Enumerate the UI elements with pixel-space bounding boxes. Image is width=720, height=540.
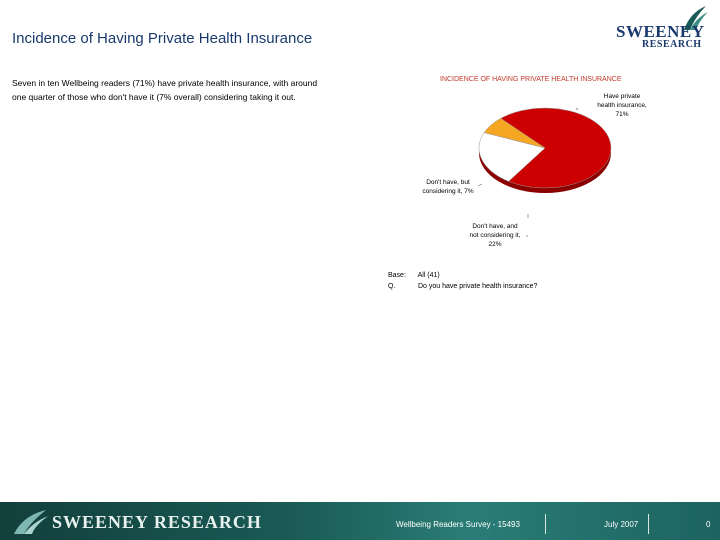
- question-row: [388, 281, 537, 292]
- footer-date: July 2007: [604, 520, 639, 529]
- footer-swoosh-icon: [10, 508, 50, 536]
- summary-line-2: one quarter of those who don't have it (7% overall) considering taking it out.: [12, 92, 296, 102]
- slice-label-considering-line2: considering it, 7%: [422, 188, 474, 195]
- base-note: [388, 270, 537, 292]
- slice-label-not-considering-line3: 22%: [488, 241, 502, 248]
- slice-label-considering-line1: Don't have, but: [426, 179, 470, 186]
- slice-label-have: [590, 92, 654, 119]
- footer-survey: Wellbeing Readers Survey - 15493: [396, 520, 520, 529]
- footer-bar: [0, 502, 720, 540]
- slice-label-have-line1: Have private: [603, 93, 641, 100]
- sweeney-research-logo: [612, 4, 712, 52]
- footer-divider: [545, 514, 546, 534]
- chart-title: INCIDENCE OF HAVING PRIVATE HEALTH INSURANCE: [440, 76, 622, 83]
- question-value: Do you have private health insurance?: [417, 283, 538, 290]
- footer-page-number: 0: [706, 520, 711, 529]
- footer-divider: [648, 514, 649, 534]
- pie-chart: [400, 86, 660, 256]
- summary-text: [12, 76, 382, 104]
- logo-text-research: RESEARCH: [642, 39, 702, 50]
- slice-label-not-considering: [456, 222, 534, 249]
- base-key: Base:: [388, 272, 406, 279]
- slice-label-not-considering-line2: not considering it,: [469, 232, 521, 239]
- question-key: Q.: [388, 283, 396, 290]
- footer-brand: SWEENEY RESEARCH: [52, 512, 262, 532]
- base-row: [388, 270, 537, 281]
- slice-label-have-line2: health insurance,: [597, 102, 647, 109]
- slice-label-considering: [412, 178, 484, 196]
- slice-label-have-line3: 71%: [615, 111, 629, 118]
- logo-text-sweeney: SWEENEY: [616, 22, 705, 41]
- page-title: Incidence of Having Private Health Insurance: [12, 30, 313, 47]
- slice-label-not-considering-line1: Don't have, and: [472, 223, 518, 230]
- summary-line-1: Seven in ten Wellbeing readers (71%) have private health insurance, with around: [12, 78, 318, 88]
- leader-tick: [576, 108, 578, 110]
- base-value: All (41): [417, 272, 440, 279]
